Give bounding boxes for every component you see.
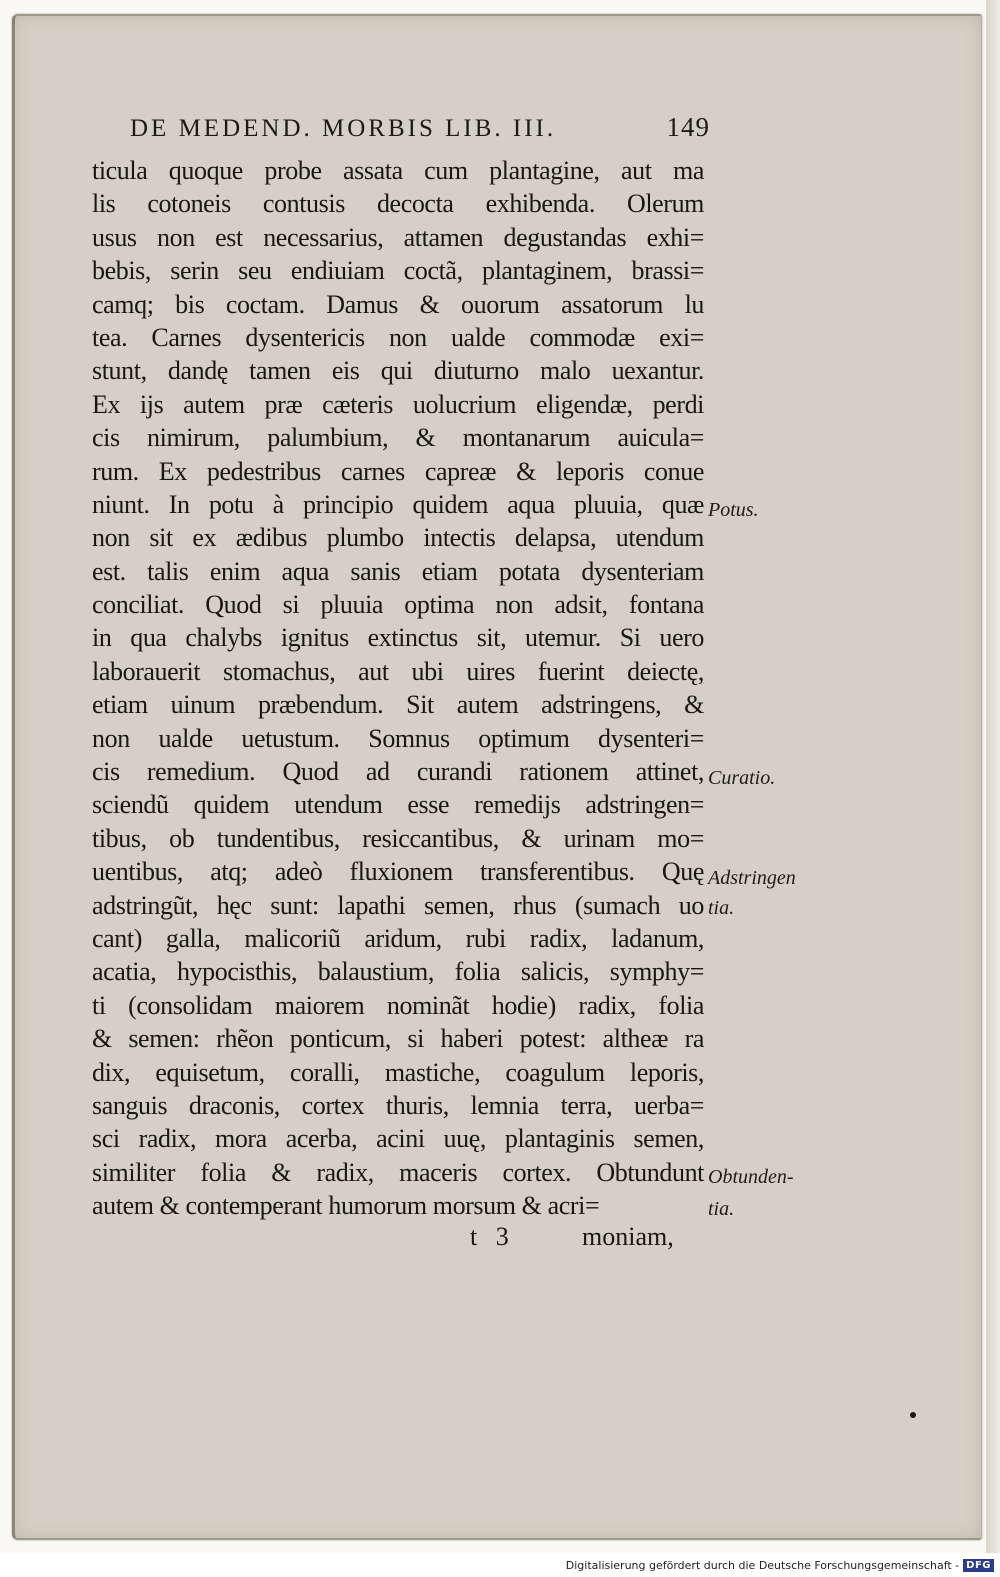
text-line: sanguis draconis, cortex thuris, lemnia terra, uerba= bbox=[92, 1090, 704, 1120]
dfg-logo: DFG bbox=[963, 1559, 994, 1572]
marginal-note-potus: Potus. bbox=[708, 499, 759, 521]
text-line: conciliat. Quod si pluuia optima non adsit, fontana bbox=[92, 590, 704, 620]
marginal-note-obtundentia: Obtunden- bbox=[708, 1166, 794, 1188]
digitization-credit-text: Digitalisierung gefördert durch die Deutsche Forschungsgemeinschaft - bbox=[565, 1558, 960, 1572]
text-line: niunt. In potu à principio quidem aqua pluuia, quæ bbox=[92, 489, 704, 519]
text-line: stunt, dandę tamen eis qui diuturno malo uexantur. bbox=[92, 356, 704, 386]
text-line: sci radix, mora acerba, acini uuę, plantaginis semen, bbox=[92, 1124, 704, 1154]
text-line: adstringũt, hęc sunt: lapathi semen, rhus (sumach uo bbox=[92, 890, 704, 920]
text-line: similiter folia & radix, maceris cortex. Obtundunt bbox=[92, 1157, 704, 1187]
text-line: cis nimirum, palumbium, & montanarum auicula= bbox=[92, 423, 704, 453]
catchline bbox=[92, 1222, 704, 1256]
main-text-block bbox=[92, 154, 704, 1223]
marginal-note-adstringentia-cont: tia. bbox=[708, 897, 735, 919]
text-line: sciendũ quidem utendum esse remedijs adstringen= bbox=[92, 790, 704, 820]
marginal-note-adstringentia: Adstringen bbox=[708, 867, 796, 889]
catchword: moniam, bbox=[582, 1222, 674, 1251]
text-line: uentibus, atq; adeò fluxionem transferentibus. Quę bbox=[92, 857, 704, 887]
text-line: usus non est necessarius, attamen degustandas exhi= bbox=[92, 222, 704, 252]
marginal-note-obtundentia-cont: tia. bbox=[708, 1198, 735, 1220]
ink-speck bbox=[910, 1412, 916, 1418]
text-line: est. talis enim aqua sanis etiam potata dysenteriam bbox=[92, 556, 704, 586]
text-line: in qua chalybs ignitus extinctus sit, utemur. Si uero bbox=[92, 623, 704, 653]
text-line: camq; bis coctam. Damus & ouorum assatorum lu bbox=[92, 289, 704, 319]
page-number: 149 bbox=[666, 112, 710, 142]
digitization-credit-bar bbox=[0, 1553, 1000, 1577]
text-line: rum. Ex pedestribus carnes capreæ & leporis conue bbox=[92, 456, 704, 486]
text-line: autem & contemperant humorum morsum & acri= bbox=[92, 1191, 600, 1221]
text-line: non sit ex ædibus plumbo intectis delapsa, utendum bbox=[92, 523, 704, 553]
scanner-edge bbox=[986, 0, 1000, 1553]
text-line: dix, equisetum, coralli, mastiche, coagulum leporis, bbox=[92, 1057, 704, 1087]
text-line: lis cotoneis contusis decocta exhibenda. Olerum bbox=[92, 189, 704, 219]
text-line: laborauerit stomachus, aut ubi uires fuerint deiectę, bbox=[92, 656, 704, 686]
running-title: DE MEDEND. MORBIS LIB. III. bbox=[130, 115, 557, 142]
marginal-note-curatio: Curatio. bbox=[708, 767, 776, 789]
text-line: tibus, ob tundentibus, resiccantibus, & urinam mo= bbox=[92, 823, 704, 853]
text-line: ti (consolidam maiorem nominãt hodie) radix, folia bbox=[92, 990, 704, 1020]
text-line: non ualde uetustum. Somnus optimum dysenteri= bbox=[92, 723, 704, 753]
signature-mark: t 3 bbox=[470, 1222, 515, 1251]
text-line: Ex ijs autem præ cæteris uolucrium eligendæ, perdi bbox=[92, 389, 704, 419]
text-line: tea. Carnes dysentericis non ualde commodæ exi= bbox=[92, 322, 704, 352]
text-line: & semen: rhẽon ponticum, si haberi potest: altheæ ra bbox=[92, 1024, 704, 1054]
text-line: cis remedium. Quod ad curandi rationem attinet, bbox=[92, 757, 704, 787]
text-line: bebis, serin seu endiuiam coctã, plantaginem, brassi= bbox=[92, 256, 704, 286]
text-line: ticula quoque probe assata cum plantagine, aut ma bbox=[92, 156, 704, 185]
text-line: acatia, hypocisthis, balaustium, folia salicis, symphy= bbox=[92, 957, 704, 987]
running-head bbox=[130, 112, 710, 143]
text-line: cant) galla, malicoriũ aridum, rubi radix, ladanum, bbox=[92, 923, 704, 953]
text-line: etiam uinum præbendum. Sit autem adstringens, & bbox=[92, 690, 704, 720]
